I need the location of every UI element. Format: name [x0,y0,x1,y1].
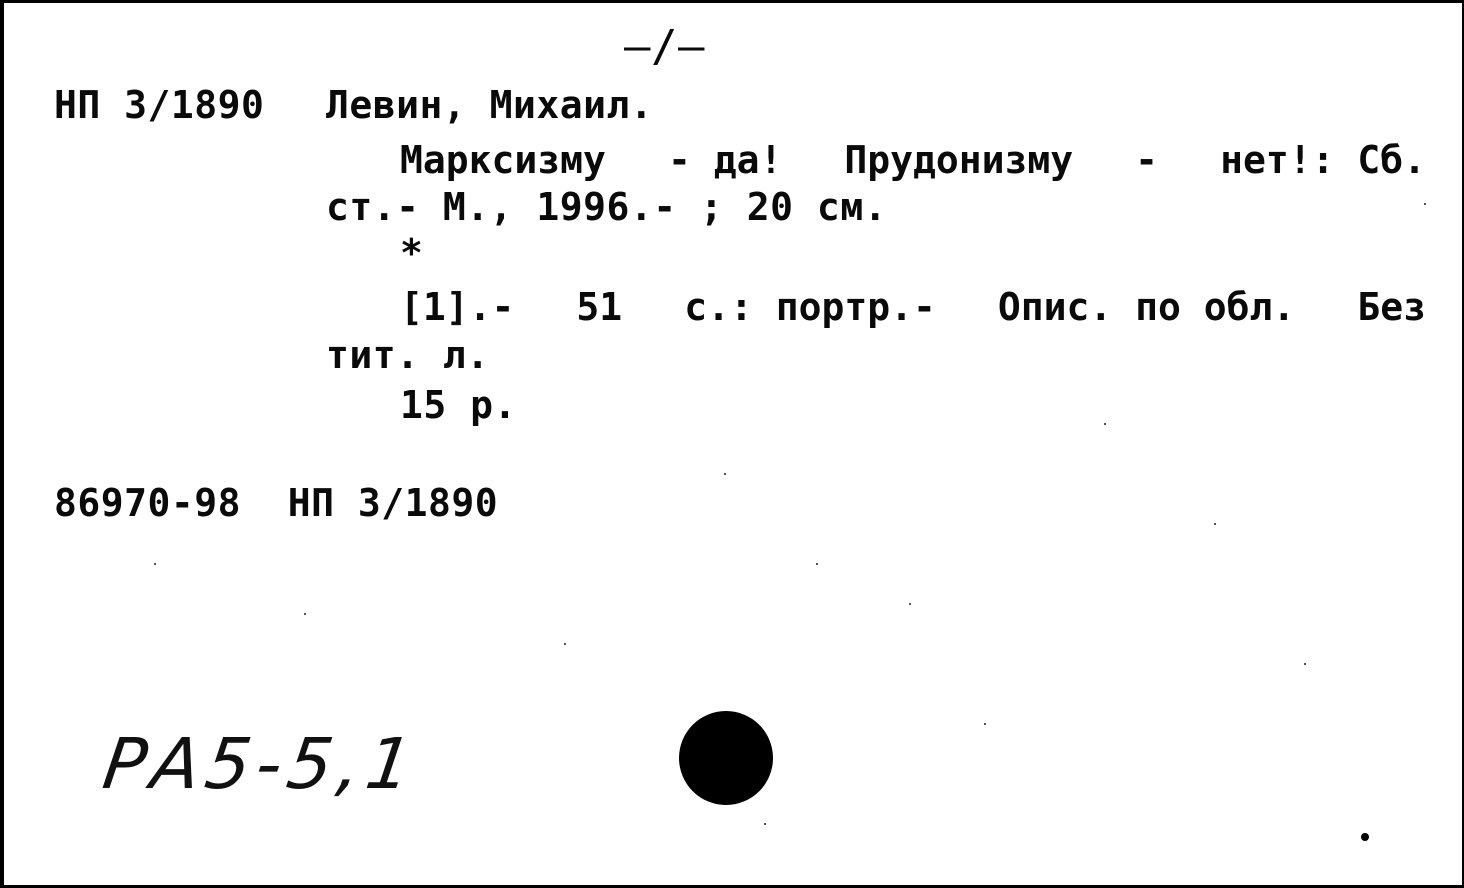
publication-line: ст.- М., 1996.- ; 20 см. [326,185,888,229]
title-word: - да! [667,138,783,182]
noise-speck [1424,203,1426,205]
noise-speck [724,473,726,475]
card-number-mark: —/— [624,21,705,72]
ink-dot [1361,833,1369,841]
collation-line [400,285,1426,329]
inventory-line: 86970-98 НП 3/1890 [54,481,499,525]
noise-speck [1304,663,1306,665]
noise-speck [564,643,566,645]
noise-speck [764,823,766,825]
noise-speck [1104,423,1106,425]
title-word: Марксизму [400,138,606,182]
title-word: - [1135,138,1159,182]
noise-speck [984,723,986,725]
noise-speck [304,613,306,615]
collation-word: Без [1357,285,1426,329]
title-line [400,138,1426,182]
asterisk-mark: * [400,231,424,275]
noise-speck [816,563,818,565]
author-heading: Левин, Михаил. [326,83,654,127]
collation-continuation: тит. л. [326,333,490,377]
title-word: нет!: Сб. [1220,138,1426,182]
price: 15 р. [400,383,517,427]
collation-word: Опис. по обл. [997,285,1296,329]
noise-speck [1214,523,1216,525]
noise-speck [909,603,911,605]
collation-word: [1].- [400,285,515,329]
title-word: Прудонизму [844,138,1074,182]
collation-word: 51 [576,285,623,329]
collation-word: с.: портр.- [684,285,936,329]
punch-hole [679,711,773,805]
noise-speck [154,563,156,565]
handwritten-code: РА5-5,1 [98,723,423,805]
shelf-mark: НП 3/1890 [54,83,265,127]
